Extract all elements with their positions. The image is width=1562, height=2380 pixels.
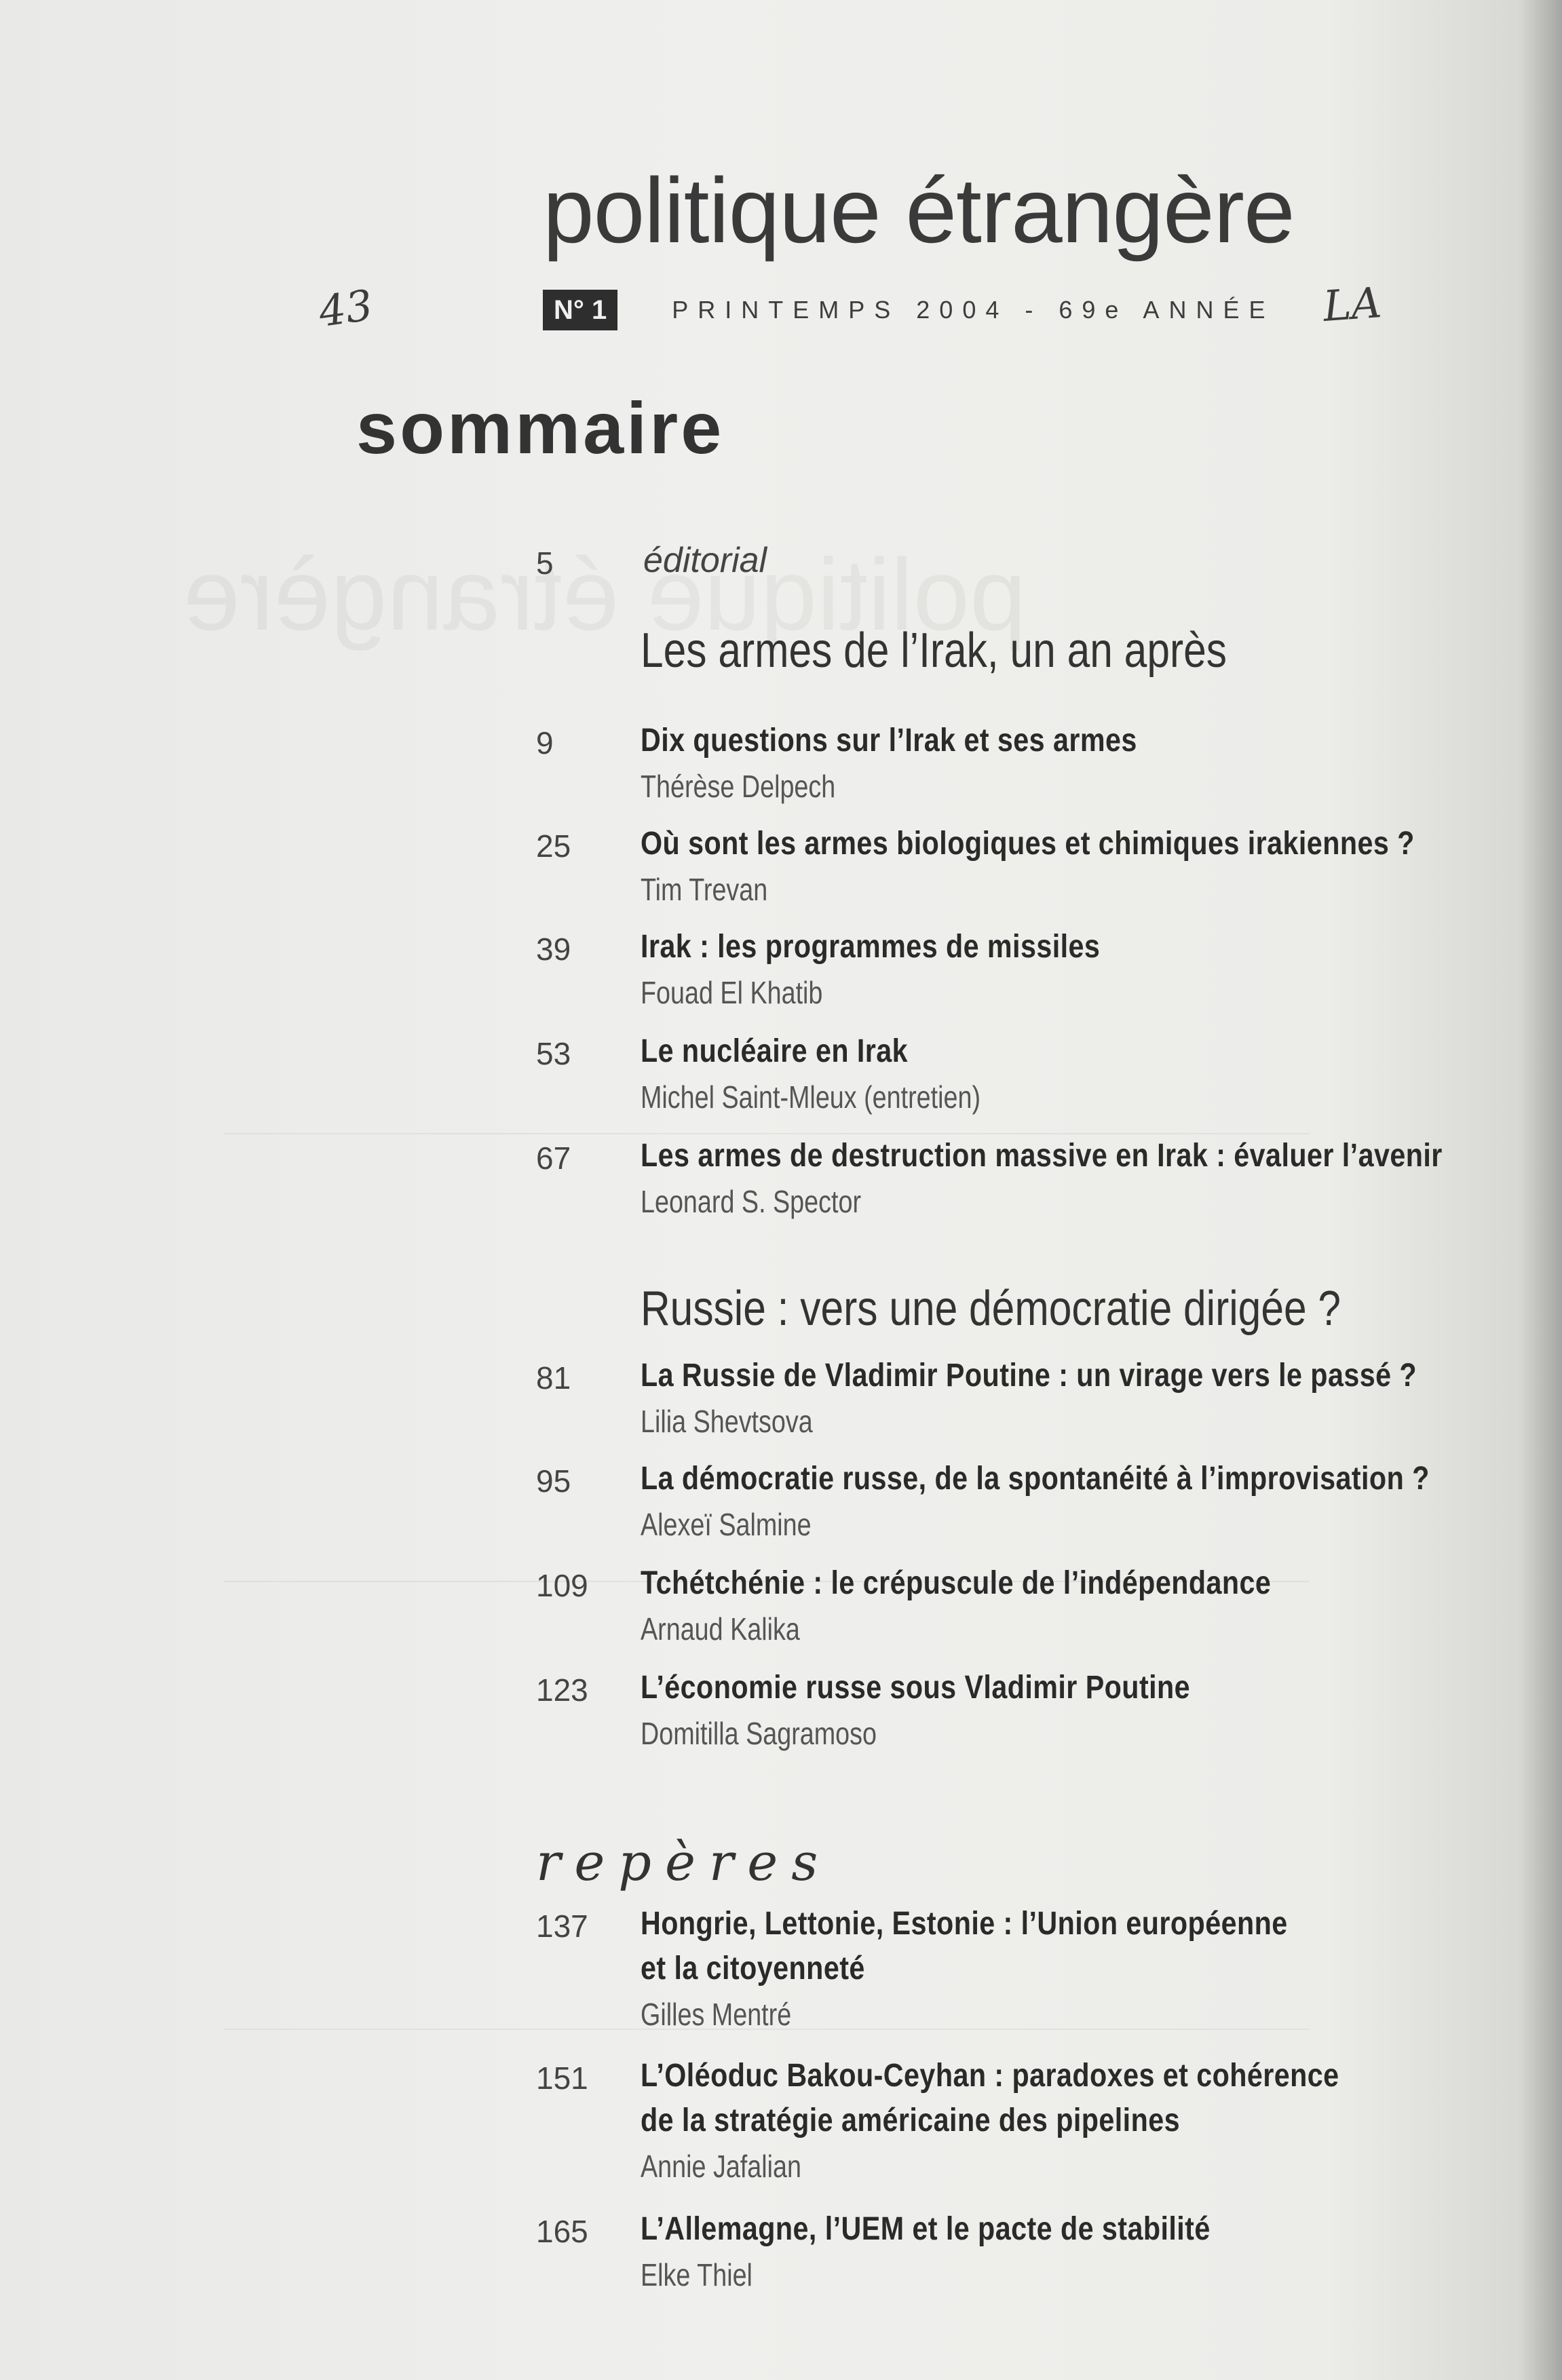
article-title: Où sont les armes biologiques et chimiques irakiennes ? <box>641 826 1415 862</box>
page-number: 53 <box>536 1036 571 1071</box>
handwritten-mark-left: 43 <box>316 280 376 337</box>
page-number: 81 <box>536 1360 571 1396</box>
page-number: 109 <box>536 1568 588 1603</box>
reperes-heading: repères <box>536 1832 832 1892</box>
section-heading: Russie : vers une démocratie dirigée ? <box>641 1282 1341 1336</box>
page-number: 123 <box>536 1672 588 1708</box>
editorial-label: éditorial <box>643 541 767 580</box>
article-author: Alexeï Salmine <box>641 1507 812 1542</box>
page-number: 39 <box>536 932 571 967</box>
page-number: 67 <box>536 1140 571 1176</box>
article-title: La démocratie russe, de la spontanéité à l’improvisation ? <box>641 1461 1430 1497</box>
page-number: 5 <box>536 545 554 581</box>
article-title: Le nucléaire en Irak <box>641 1033 909 1069</box>
article-title-continued: de la stratégie américaine des pipelines <box>641 2103 1180 2138</box>
article-author: Lilia Shevtsova <box>641 1404 813 1439</box>
article-title: Tchétchénie : le crépuscule de l’indépendance <box>641 1565 1272 1601</box>
section-heading: Les armes de l’Irak, un an après <box>641 623 1227 678</box>
issue-badge: N° 1 <box>543 290 617 330</box>
article-title: Les armes de destruction massive en Irak : évaluer l’avenir <box>641 1138 1443 1174</box>
article-author: Fouad El Khatib <box>641 975 823 1010</box>
article-title: Hongrie, Lettonie, Estonie : l’Union européenne <box>641 1906 1288 1942</box>
article-author: Annie Jafalian <box>641 2149 801 2184</box>
article-author: Gilles Mentré <box>641 1997 792 2032</box>
article-author: Arnaud Kalika <box>641 1611 800 1647</box>
article-author: Michel Saint-Mleux (entretien) <box>641 1079 981 1115</box>
page-number: 165 <box>536 2214 588 2249</box>
article-author: Domitilla Sagramoso <box>641 1716 877 1751</box>
handwritten-mark-right: LA <box>1321 277 1384 331</box>
article-title: L’Allemagne, l’UEM et le pacte de stabilité <box>641 2211 1211 2247</box>
article-author: Leonard S. Spector <box>641 1184 862 1219</box>
article-author: Elke Thiel <box>641 2257 753 2292</box>
page-number: 95 <box>536 1463 571 1499</box>
article-title: L’Oléoduc Bakou-Ceyhan : paradoxes et cohérence <box>641 2058 1339 2094</box>
page-title: sommaire <box>356 387 725 469</box>
issue-date: PRINTEMPS 2004 - 69e ANNÉE <box>672 296 1275 324</box>
page-number: 25 <box>536 828 571 864</box>
page-number: 9 <box>536 725 554 761</box>
article-author: Tim Trevan <box>641 872 768 907</box>
article-title-continued: et la citoyenneté <box>641 1951 865 1986</box>
article-title: La Russie de Vladimir Poutine : un virage vers le passé ? <box>641 1358 1417 1394</box>
article-title: L’économie russe sous Vladimir Poutine <box>641 1670 1191 1706</box>
journal-title: politique étrangère <box>543 159 1295 262</box>
page-number: 151 <box>536 2060 588 2096</box>
article-title: Irak : les programmes de missiles <box>641 929 1101 965</box>
article-title: Dix questions sur l’Irak et ses armes <box>641 723 1137 759</box>
page-number: 137 <box>536 1908 588 1944</box>
article-author: Thérèse Delpech <box>641 769 836 804</box>
